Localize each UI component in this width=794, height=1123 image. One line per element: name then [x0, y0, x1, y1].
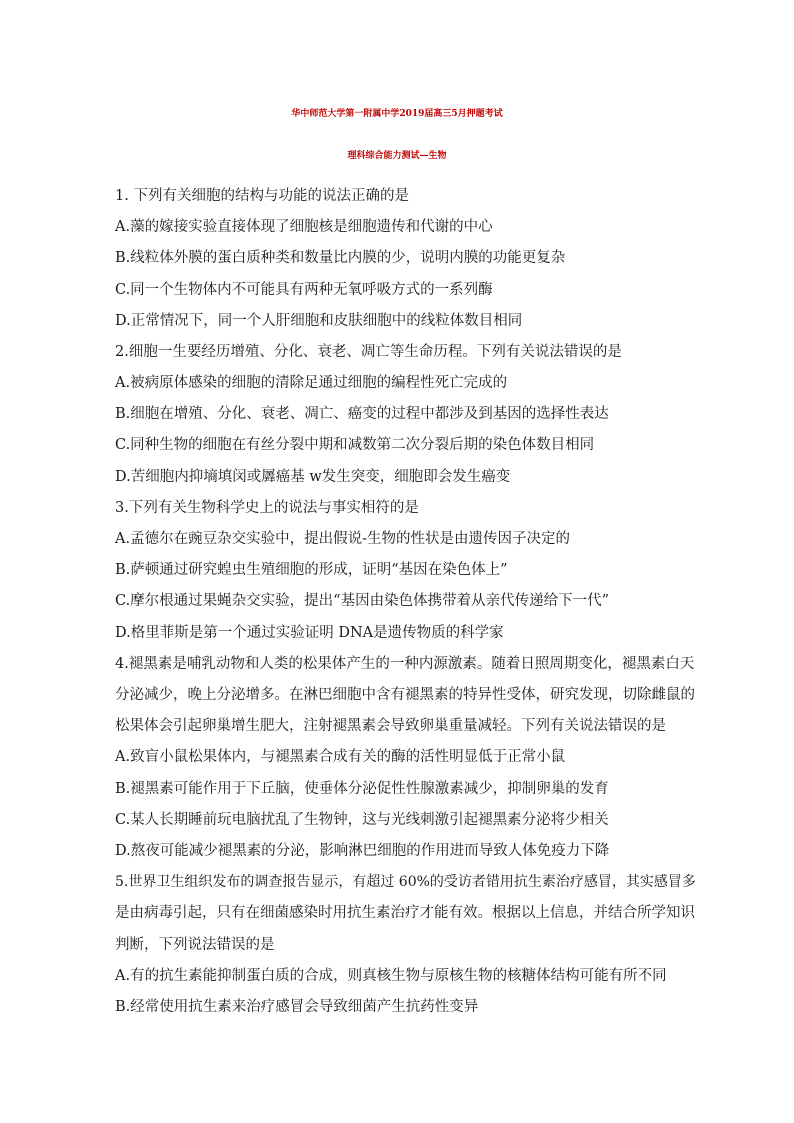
question-4-stem-line-3: 松果体会引起卵巢增生肥大，注射褪黑素会导致卵巢重量减轻。下列有关说法错误的是	[115, 718, 666, 734]
question-3-stem: 3.下列有关生物科学史上的说法与事实相符的是	[115, 500, 419, 516]
question-3-option-d: D.格里菲斯是第一个通过实验证明 DNA是遗传物质的科学家	[115, 625, 504, 641]
question-5-option-b: B.经常使用抗生素来治疗感冒会导致细菌产生抗药性变异	[115, 999, 479, 1015]
question-3-option-b: B.萨顿通过研究蝗虫生殖细胞的形成，证明“基因在染色体上”	[115, 562, 508, 578]
question-5-stem-line-3: 判断，下列说法错误的是	[115, 937, 275, 953]
question-4-option-d: D.熬夜可能减少褪黑素的分泌，影响淋巴细胞的作用进而导致人体免疫力下降	[115, 843, 610, 859]
question-3-option-a: A.孟德尔在豌豆杂交实验中，提出假说-生物的性状是由遗传因子决定的	[115, 531, 570, 547]
question-2-stem: 2.细胞一生要经历增殖、分化、衰老、凋亡等生命历程。下列有关说法错误的是	[115, 344, 622, 360]
question-1-option-c: C.同一个生物体内不可能具有两种无氧呼吸方式的一系列酶	[115, 282, 493, 298]
question-4-stem-line-1: 4.褪黑素是哺乳动物和人类的松果体产生的一种内源激素。随着日照周期变化，褪黑素白天	[115, 656, 695, 672]
question-4-stem-line-2: 分泌减少，晚上分泌增多。在淋巴细胞中含有褪黑素的特异性受体，研究发现，切除雌鼠的	[115, 687, 695, 703]
question-2-option-b: B.细胞在增殖、分化、衰老、凋亡、癌变的过程中都涉及到基因的选择性表达	[115, 406, 609, 422]
question-4-option-a: A.致盲小鼠松果体内，与褪黑素合成有关的酶的活性明显低于正常小鼠	[115, 749, 566, 765]
question-5-option-a: A.有的抗生素能抑制蛋白质的合成，则真核生物与原核生物的核糖体结构可能有所不同	[115, 968, 667, 984]
question-3-option-c: C.摩尔根通过果蝇杂交实验，提出“基因由染色体携带着从亲代传递给下一代”	[115, 593, 610, 609]
question-4-option-c: C.某人长期睡前玩电脑扰乱了生物钟，这与光线刺激引起褪黑素分泌将少相关	[115, 812, 609, 828]
question-5-stem-line-1: 5.世界卫生组织发布的调查报告显示，有超过 60%的受访者错用抗生素治疗感冒，其实感冒多	[115, 874, 696, 890]
document-subtitle: 理科综合能力测试—生物	[347, 151, 447, 161]
question-1-stem: 1. 下列有关细胞的结构与功能的说法正确的是	[115, 188, 409, 204]
question-1-option-a: A.藻的嫁接实验直接体现了细胞核是细胞遗传和代谢的中心	[115, 219, 493, 235]
question-2-option-d: D.苦细胞内抑墒填闵或羼癌基 w发生突变，细胞即会发生癌变	[115, 469, 511, 485]
question-2-option-a: A.被病原体感染的细胞的清除足通过细胞的编程性死亡完成的	[115, 375, 508, 391]
question-1-option-d: D.正常情况下，同一个人肝细胞和皮肤细胞中的线粒体数目相同	[115, 313, 523, 329]
document-title: 华中师范大学第一附属中学2019届高三5月押题考试	[291, 109, 503, 119]
question-2-option-c: C.同种生物的细胞在有丝分裂中期和减数第二次分裂后期的染色体数目相同	[115, 437, 595, 453]
question-4-option-b: B.褪黑素可能作用于下丘脑，使垂体分泌促性性腺激素减少，抑制卵巢的发育	[115, 781, 609, 797]
question-5-stem-line-2: 是由病毒引起，只有在细菌感染时用抗生素治疗才能有效。根据以上信息，并结合所学知识	[115, 905, 695, 921]
question-1-option-b: B.线粒体外膜的蛋白质种类和数量比内膜的少，说明内膜的功能更复杂	[115, 250, 566, 266]
